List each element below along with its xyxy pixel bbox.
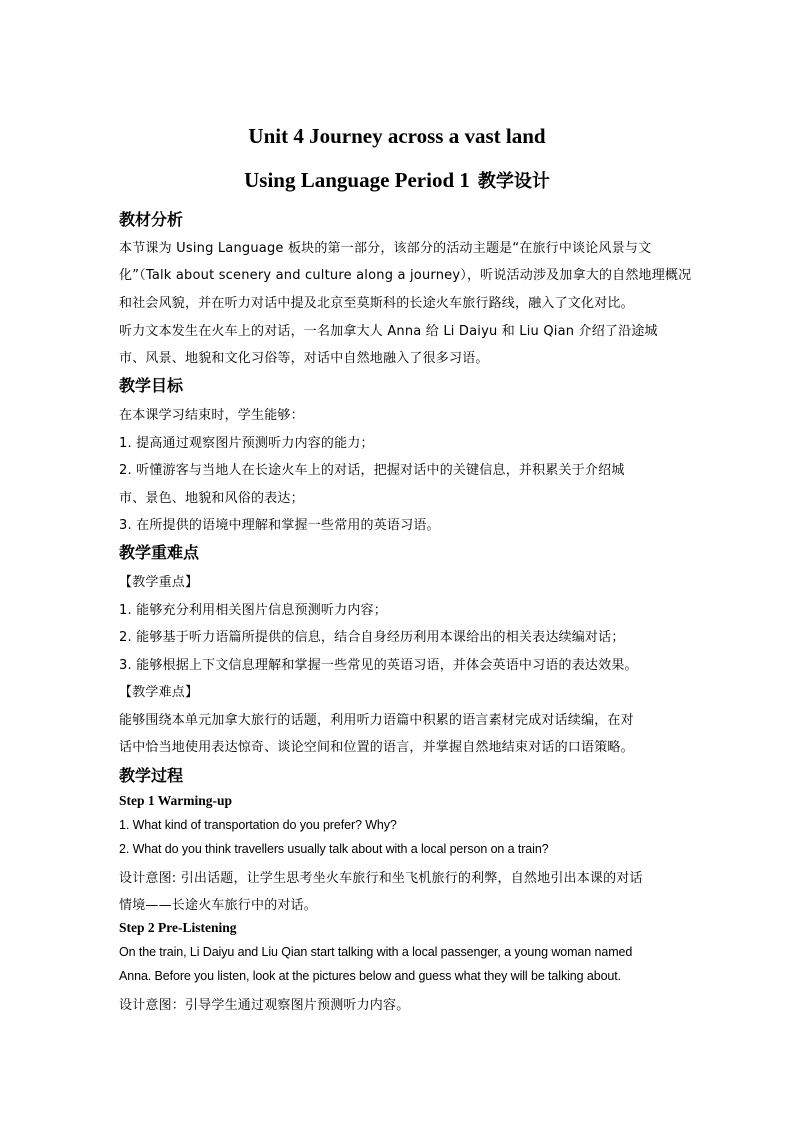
list-item: 3. 能够根据上下文信息理解和掌握一些常见的英语习语，并体会英语中习语的表达效果。: [119, 658, 638, 673]
document-subtitle: [0, 167, 794, 193]
paragraph-line: 和社会风貌，并在听力对话中提及北京至莫斯科的长途火车旅行路线，融入了文化对比。: [119, 296, 634, 311]
list-item: 1. 提高通过观察图片预测听力内容的能力；: [119, 436, 374, 451]
paragraph-line: On the train, Li Daiyu and Liu Qian start talking with a local passenger, a young woman named: [119, 945, 633, 959]
paragraph-line: Anna. Before you listen, look at the pictures below and guess what they will be talking about.: [119, 969, 622, 983]
list-item: 2. 听懂游客与当地人在长途火车上的对话，把握对话中的关键信息，并积累关于介绍城: [119, 463, 625, 478]
document-title: Unit 4 Journey across a vast land: [248, 124, 546, 148]
step2-title: Step 2 Pre-Listening: [119, 920, 237, 935]
list-item: 2. 能够基于听力语篇所提供的信息，结合自身经历利用本课给出的相关表达续编对话；: [119, 630, 625, 645]
section-heading-process: 教学过程: [119, 766, 184, 785]
difficult-points-label: 【教学难点】: [119, 685, 199, 700]
step1-title: Step 1 Warming-up: [119, 793, 233, 808]
list-item: 1. 能够充分利用相关图片信息预测听力内容；: [119, 603, 387, 618]
paragraph-line: 市、景色、地貌和风俗的表达；: [119, 491, 304, 506]
paragraph-line: 市、风景、地貌和文化习俗等，对话中自然地融入了很多习语。: [119, 351, 489, 366]
key-points-label: 【教学重点】: [119, 575, 199, 590]
subtitle-cn: 教学设计: [477, 171, 550, 192]
design-intent-line: 情境——长途火车旅行中的对话。: [119, 898, 318, 913]
subtitle-en: Using Language Period 1: [244, 168, 470, 192]
paragraph-line: 在本课学习结束时，学生能够：: [119, 408, 304, 423]
list-item: 3. 在所提供的语境中理解和掌握一些常用的英语习语。: [119, 518, 440, 533]
section-heading-objectives: 教学目标: [119, 376, 184, 395]
design-intent-line: 设计意图：引导学生通过观察图片预测听力内容。: [119, 998, 410, 1013]
design-intent-line: 设计意图: 引出话题，让学生思考坐火车旅行和坐飞机旅行的利弊，自然地引出本课的对话: [119, 871, 643, 886]
section-heading-materials: 教材分析: [119, 210, 184, 229]
paragraph-line: 话中恰当地使用表达惊奇、谈论空间和位置的语言，并掌握自然地结束对话的口语策略。: [119, 740, 634, 755]
question-item: 1. What kind of transportation do you prefer? Why?: [119, 818, 397, 832]
question-item: 2. What do you think travellers usually talk about with a local person on a train?: [119, 842, 549, 856]
paragraph-line: 化”（Talk about scenery and culture along a journey），听说活动涉及加拿大的自然地理概况: [119, 268, 692, 283]
paragraph-line: 听力文本发生在火车上的对话，一名加拿大人 Anna 给 Li Daiyu 和 Liu Qian 介绍了沿途城: [119, 324, 658, 339]
paragraph-line: 能够围绕本单元加拿大旅行的话题，利用听力语篇中积累的语言素材完成对话续编，在对: [119, 713, 634, 728]
section-heading-key-points: 教学重难点: [119, 543, 200, 562]
paragraph-line: 本节课为 Using Language 板块的第一部分，该部分的活动主题是“在旅行中谈论风景与文: [119, 241, 652, 256]
